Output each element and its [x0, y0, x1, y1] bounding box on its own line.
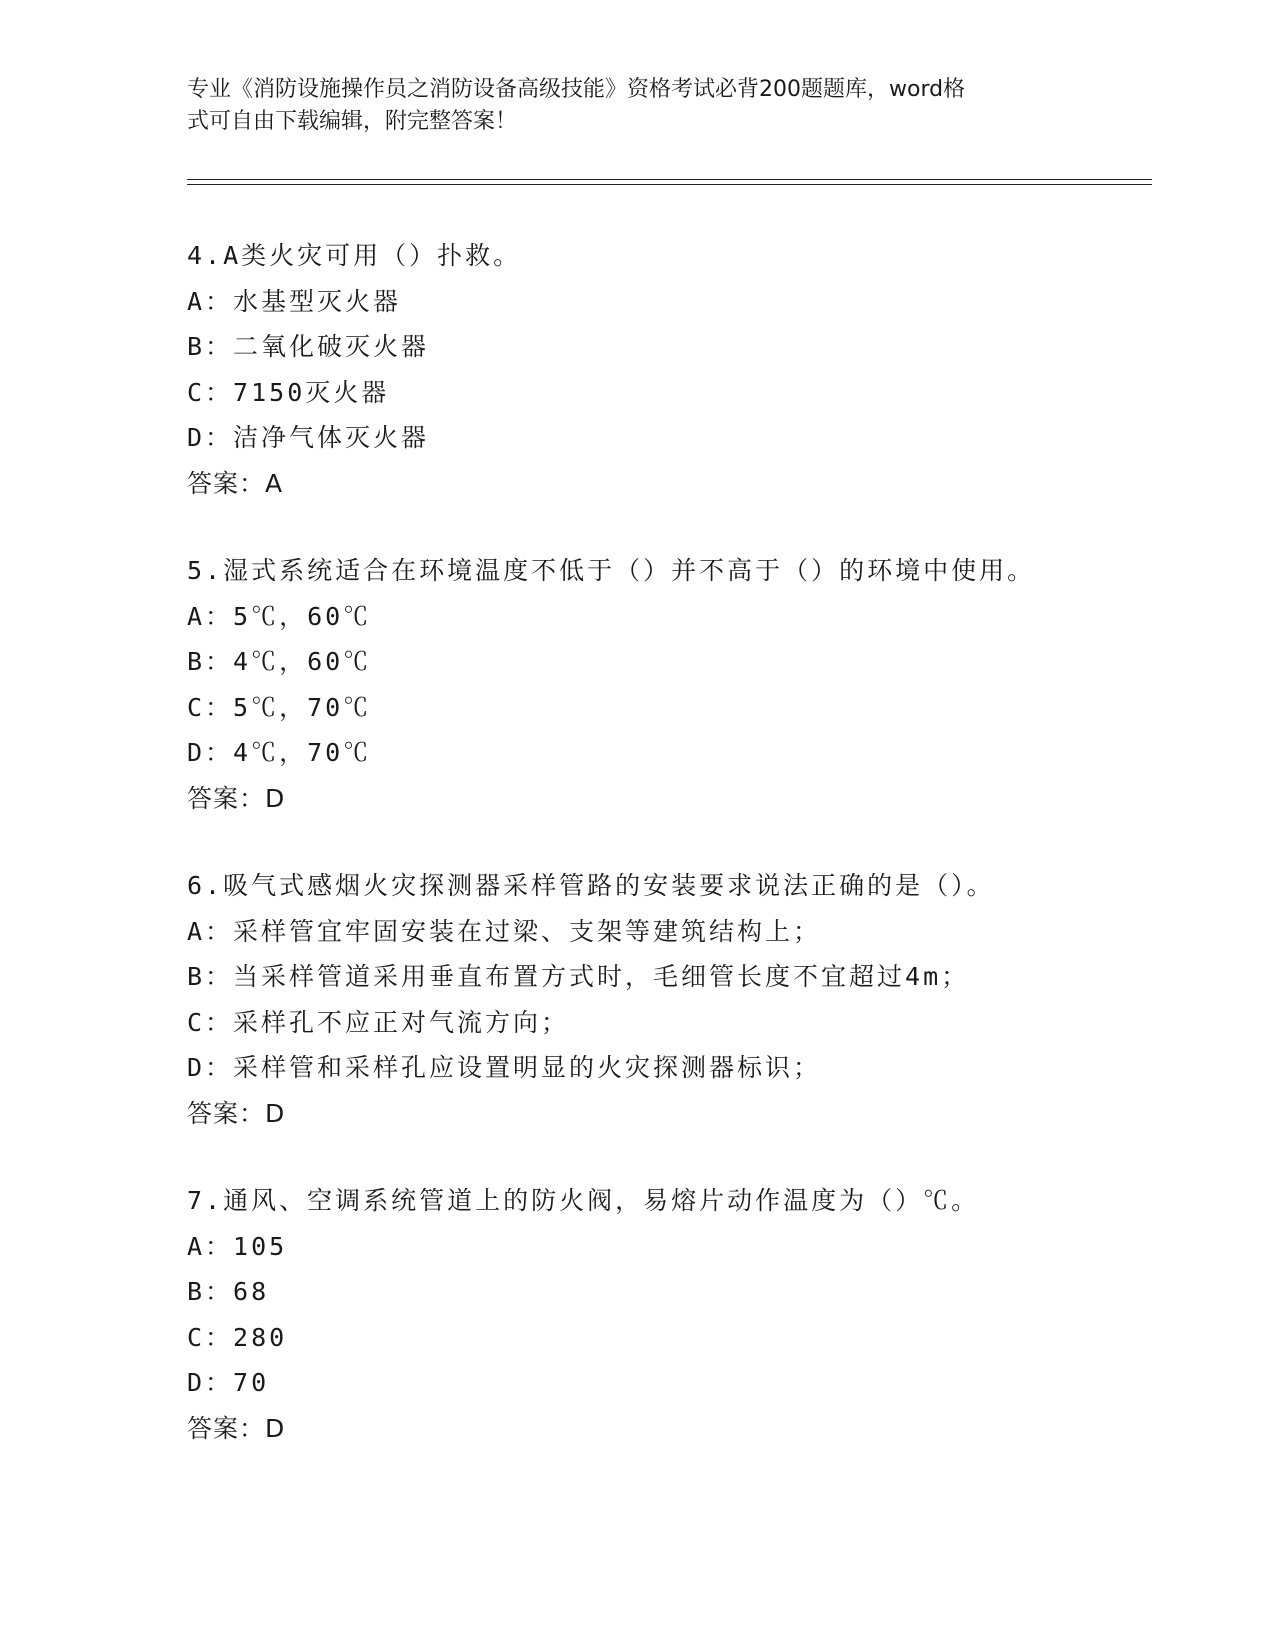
option-b: B：4℃，60℃ — [187, 647, 372, 676]
option-c: C：280 — [187, 1322, 288, 1352]
option-a: A：采样管宜牢固安装在过梁、支架等建筑结构上； — [187, 916, 822, 946]
question-block — [187, 863, 1147, 1136]
answer-line: 答案：D — [187, 1413, 286, 1443]
question-stem: 4.A类火灾可用（）扑救。 — [187, 241, 522, 270]
document-header — [187, 74, 1067, 138]
question-stem: 5.湿式系统适合在环境温度不低于（）并不高于（）的环境中使用。 — [187, 556, 1036, 585]
option-c: C：采样孔不应正对气流方向； — [187, 1007, 570, 1037]
question-stem: 6.吸气式感烟火灾探测器采样管路的安装要求说法正确的是（）。 — [187, 871, 995, 900]
option-a: A：水基型灭火器 — [187, 286, 402, 316]
header-line-1: 专业《消防设施操作员之消防设备高级技能》资格考试必背200题题库，word格 — [187, 77, 966, 102]
option-d: D：70 — [187, 1368, 270, 1397]
option-b: B：68 — [187, 1277, 270, 1306]
option-c: C：7150灭火器 — [187, 377, 390, 407]
option-d: D：4℃，70℃ — [187, 738, 372, 767]
question-block — [187, 233, 1147, 506]
option-c: C：5℃，70℃ — [187, 692, 372, 722]
header-divider-bottom — [187, 184, 1152, 185]
answer-line: 答案：D — [187, 783, 286, 813]
option-b: B：当采样管道采用垂直布置方式时，毛细管长度不宜超过4m； — [187, 962, 970, 991]
header-line-2: 式可自由下载编辑，附完整答案！ — [187, 109, 518, 134]
answer-line: 答案：A — [187, 468, 284, 498]
option-a: A：105 — [187, 1231, 288, 1261]
question-block — [187, 1178, 1147, 1451]
option-d: D：采样管和采样孔应设置明显的火灾探测器标识； — [187, 1053, 822, 1082]
option-b: B：二氧化破灭火器 — [187, 332, 430, 361]
answer-line: 答案：D — [187, 1098, 286, 1128]
question-block — [187, 548, 1147, 821]
option-d: D：洁净气体灭火器 — [187, 423, 430, 452]
question-stem: 7.通风、空调系统管道上的防火阀，易熔片动作温度为（）℃。 — [187, 1186, 980, 1215]
option-a: A：5℃，60℃ — [187, 601, 372, 631]
header-divider-top — [187, 179, 1152, 180]
